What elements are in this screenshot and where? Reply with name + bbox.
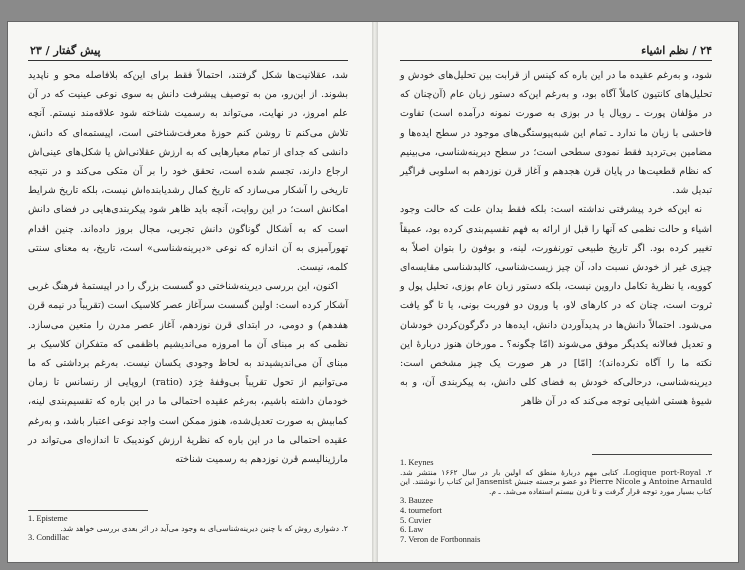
header-rule-left xyxy=(28,60,348,61)
running-head-left: پیش گفتار / ۲۳ xyxy=(30,44,101,57)
footnotes-left xyxy=(28,514,348,543)
paragraph: شد، عقلانیت‌ها شکل گرفتند، احتمالاً فقط برای این‌که بلافاصله محو و ناپدید بشوند. از این‌رو، من به توصیف پیشرفت دانش به سوی نوعی عینیت که در آن علم امروز، در نهایت، می‌تواند به رسمیت شناخته شود علاقه‌مند نیستم. آنچه تلاش می‌کنم تا روشن کنم حوزهٔ معرفت‌شناختی است، اپیستمه‌ای که دانش، دانشی که جدای از تمام معیارهایی که به ارزش عقلانی‌اش یا شکل‌های عینی‌اش ارجاع دارند، تجسم شده است، تحقق خود را بر آن متکی می‌کند و در نتیجه تاریخی را آشکار می‌سازد که تاریخ کمال رشدیابنده‌اش نیست، بلکه تاریخ شرایط امکانش است؛ در این روایت، آنچه باید ظاهر شود پیکربندی‌هایی در فضای دانش است که به اَشکال گوناگون دانش تجربی، مجال بروز داده‌اند. چنین اقدام تهورآمیزی به آن اندازه که نوعی «دیرینه‌شناسی» است، تاریخ، به معنای سنتی کلمه، نیست. xyxy=(28,70,348,274)
body-text-left xyxy=(28,66,348,469)
body-text-right xyxy=(400,66,712,412)
footnote: ۲. دشواری روش که با چنین دیرینه‌شناسی‌ای به وجود می‌آید در اثر بعدی بررسی خواهد شد. xyxy=(60,523,348,533)
paragraph: نه این‌که خرد پیشرفتی نداشته است: بلکه فقط بدان علت که حالت وجود اشیاء و حالت نظمی که آنها را قبل از ارائه به فهم تقسیم‌بندی کرده بود، عمیقاً تغییر کرده بود. اگر تاریخ طبیعی تورنفورت، لینه، و بوفون را بتوان اصلاً به چیزی غیر از خودش نسبت داد، آن چیز زیست‌شناسی، کالبدشناسی مقایسه‌ای کوویه، یا نظریهٔ تکامل داروین نیست، بلکه دستور زبان عام بوزی، تحلیل پول و ثروت است، چنان که در کارهای لاو، یا ورون دو فوربت بونی، یا تا گو یافت می‌شود. احتمالاً دانش‌ها در پدیدآوردن دانش، ایده‌ها در دگرگون‌کردن خودشان و تعدیل فعالانه یکدیگر موفق می‌شوند (امّا چگونه؟ ـ مورخان هنوز دربارهٔ این نکته ما را آگاه نکرده‌اند)؛ [امّا] در هر صورت یک چیز مشخص است: دیرینه‌شناسی، درحالی‌که خودش به فضای کلی دانش، به پیکربندی آن، و به شیوهٔ هستی اشیایی توجه می‌کند که در آن ظاهر xyxy=(400,204,712,408)
footnote: 5. Cuvier xyxy=(400,515,432,525)
footnote: 3. Bauzee xyxy=(400,496,434,506)
paragraph: اکنون، این بررسی دیرینه‌شناختی دو گسست بزرگ را در اپیستمهٔ فرهنگ غربی آشکار کرده است: اولین گسست سرآغاز عصر کلاسیک است (تقریباً در نیمه قرن هفدهم) و دومی، در ابتدای قرن نوزدهم، آغاز عصر مدرن را متعین می‌سازد. نظمی که بر مبنای آن ما امروزه می‌اندیشیم باظفمی که متفکران کلاسیک بر مبنای آن می‌اندیشیدند به لحاظ وجودی یکسان نیست. به‌رغم برداشتی که ما می‌توانیم از تحول تقریباً بی‌وقفهٔ خِرَد (ratio) اروپایی از رنسانس تا زمان خودمان داشته باشیم، به‌رغم عقیده احتمالی ما در این باره که تقسیم‌بندی لینه، کمابیش به صورت تعدیل‌شده، هنوز ممکن است واجد نوعی اعتبار باشد، و به‌رغم عقیده احتمالی ما در این باره که نظریهٔ ارزش کوندیبک تا اندازه‌ای می‌تواند در مارژینالیسم قرن نوزدهم به رسمیت شناخته xyxy=(28,281,348,466)
footnote: 4. tournefort xyxy=(400,505,442,515)
right-page xyxy=(378,22,738,562)
left-page xyxy=(8,22,372,562)
footnote: 1. Keynes xyxy=(400,458,434,467)
footnote: 7. Veron de Fortbonnais xyxy=(400,534,481,544)
book-spread xyxy=(8,22,738,562)
footnote-rule-left xyxy=(28,510,148,511)
footnote: 1. Episteme xyxy=(28,514,68,523)
footnote: 6. Law xyxy=(400,525,424,535)
footnote: 3. Condillac xyxy=(28,533,69,543)
header-rule-right xyxy=(400,60,712,61)
paragraph: شود، و به‌رغم عقیده ما در این باره که کینس از قرابت بین تحلیل‌های خودش و تحلیل‌های کانتیون کاملاً آگاه بود، و به‌رغم این‌که دستور زبان عام (آن‌چنان که در مؤلفان پورت ـ رویال یا در بوزی به صورت نمونه درآمده است) تفاوت فاحشی با زبان ما ندارد ـ تمام این شبه‌پیوستگی‌های موجود در سطح ایده‌ها و مضامین بی‌تردید فقط نمودی سطحی است؛ در سطح دیرینه‌شناسی، می‌بینیم که نظام قطعیت‌ها در پایان قرن هجدهم و آغاز قرن نوزدهم به اسلوبی فراگیر تبدیل شد. xyxy=(400,70,712,197)
footnotes-right xyxy=(400,458,712,544)
footnote: ۲. Logique port-Royal، کتابی مهم دربارهٔ منطق که اولین بار در سال ۱۶۶۲ منتشر شد. Antoine Arnauld و Pierre Nicole دو عضو برجسته جنبش Jansenist این کتاب را نوشتند. این کتاب بسیار مورد توجه قرار گرفت و تا قرن بیستم استفاده می‌شد. ـ م. xyxy=(400,467,712,496)
running-head-right: ۲۴ / نظم اشیاء xyxy=(641,44,712,57)
footnote-rule-right xyxy=(592,454,712,455)
